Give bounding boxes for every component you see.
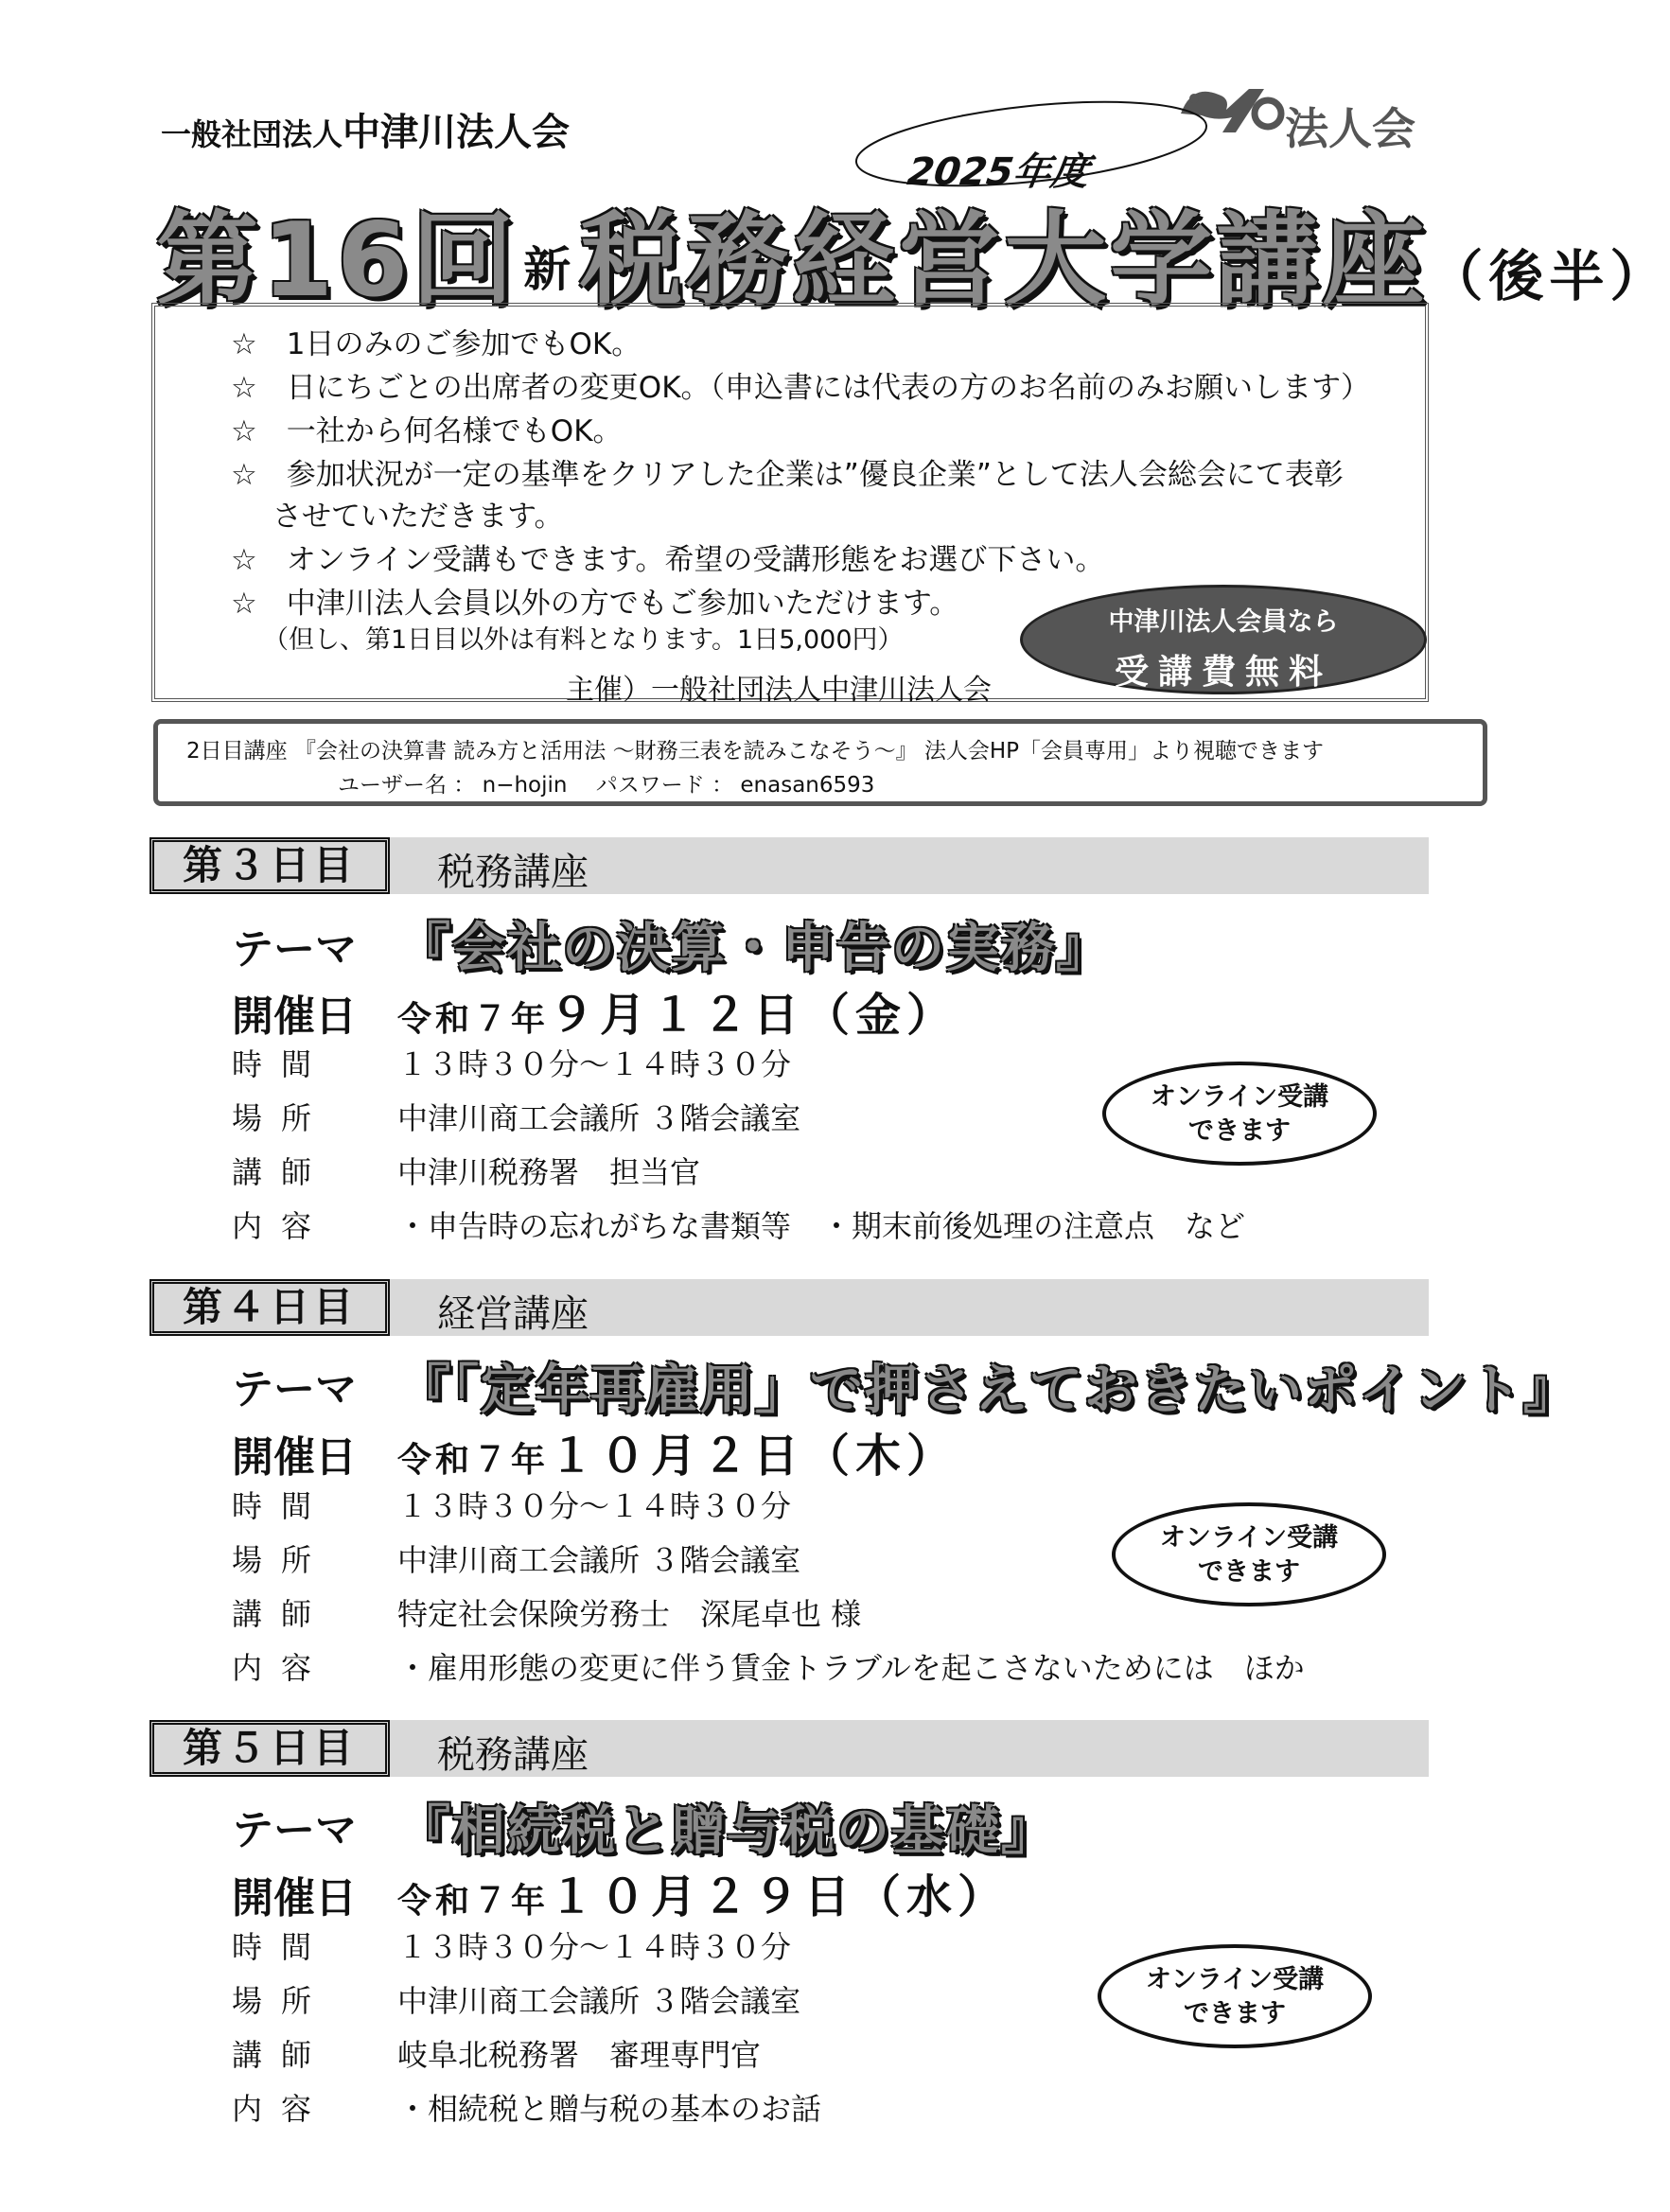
online-line2: できます [1188, 1116, 1291, 1146]
org-name: 中津川法人会 [343, 111, 571, 154]
day-place: 中津川商工会議所 ３階会議室 [397, 1100, 801, 1136]
theme-label: テーマ [232, 925, 357, 974]
day-tag: 第５日目 [149, 1720, 390, 1777]
day-tag: 第３日目 [149, 837, 390, 894]
day-date [397, 1419, 958, 1484]
organization-name [161, 102, 570, 156]
video-info-box [153, 719, 1487, 806]
online-badge [1098, 1944, 1372, 2048]
lecturer-label: 講師 [232, 1154, 331, 1190]
day-lecturer: 特定社会保険労務士 深尾卓也 様 [397, 1596, 862, 1632]
org-prefix: 一般社団法人 [161, 116, 343, 152]
theme-label: テーマ [232, 1365, 357, 1413]
date-prefix: 令和７年 [397, 1441, 550, 1480]
time-label: 時間 [232, 1046, 331, 1082]
theme-label: テーマ [232, 1806, 357, 1854]
notice-line: ☆ 1日のみのご参加でもOK。 [231, 327, 642, 361]
day-time: １３時３０分～１４時３０分 [397, 1488, 792, 1524]
lecturer-label: 講師 [232, 1596, 331, 1632]
content-label: 内容 [232, 1650, 331, 1686]
day-place: 中津川商工会議所 ３階会議室 [397, 1542, 801, 1578]
day-time: １３時３０分～１４時３０分 [397, 1929, 792, 1965]
day-date [397, 978, 958, 1044]
notice-line: ☆ 一社から何名様でもOK。 [231, 414, 623, 448]
day-tag: 第４日目 [149, 1279, 390, 1336]
date-prefix: 令和７年 [397, 1882, 550, 1921]
logo-text: 法人会 [1285, 103, 1415, 154]
place-label: 場所 [232, 1542, 331, 1578]
day-place: 中津川商工会議所 ３階会議室 [397, 1983, 801, 2019]
host-text: 主催）一般社団法人中津川法人会 [566, 674, 992, 707]
fiscal-year: 2025年度 [905, 150, 1093, 194]
day-theme: 『会社の決算・申告の実務』 [397, 918, 1111, 979]
notice-line: （但し、第1日目以外は有料となります。1日5,000円） [263, 625, 904, 655]
title-course: 税務経営大学講座 [580, 202, 1429, 320]
content-label: 内容 [232, 2091, 331, 2127]
title-main: 第16回 [156, 202, 519, 320]
video-info-line1: 2日目講座 『会社の決算書 読み方と活用法 ～財務三表を読みこなそう～』 法人会HP「会員専用」より視聴できます [186, 739, 1325, 764]
free-badge-line1: 中津川法人会員なら [1108, 607, 1339, 637]
notice-line: ☆ 中津川法人会員以外の方でもご参加いただけます。 [231, 587, 959, 621]
free-badge [1020, 585, 1427, 694]
date-label: 開催日 [232, 1874, 357, 1922]
date-value: １０月２日（木） [549, 1430, 958, 1483]
day-lecturer: 中津川税務署 担当官 [397, 1154, 701, 1190]
lecturer-label: 講師 [232, 2037, 331, 2073]
online-line2: できます [1184, 1999, 1286, 2028]
online-line1: オンライン受講 [1145, 1965, 1325, 1994]
date-value: ９月１２日（金） [549, 989, 958, 1042]
date-label: 開催日 [232, 992, 357, 1041]
online-badge [1102, 1062, 1377, 1166]
notice-line: ☆ 参加状況が一定の基準をクリアした企業は”優良企業”として法人会総会にて表彰 [231, 458, 1344, 492]
video-credentials: ユーザー名 ： n−hojin パスワード ： enasan6593 [338, 773, 875, 798]
day-content: ・雇用形態の変更に伴う賃金トラブルを起こさないためには ほか [397, 1650, 1305, 1686]
day-theme: 『相続税と贈与税の基礎』 [397, 1800, 1056, 1862]
place-label: 場所 [232, 1100, 331, 1136]
day-theme: 『「定年再雇用」で押さえておきたいポイント』 [397, 1360, 1578, 1421]
time-label: 時間 [232, 1929, 331, 1965]
day-content: ・相続税と贈与税の基本のお話 [397, 2091, 822, 2127]
day-content: ・申告時の忘れがちな書類等 ・期末前後処理の注意点 など [397, 1208, 1246, 1244]
day-date [397, 1860, 1009, 1925]
title-shin: 新 [523, 242, 575, 297]
day-time: １３時３０分～１４時３０分 [397, 1046, 792, 1082]
date-value: １０月２９日（水） [549, 1870, 1010, 1923]
day-lecturer: 岐阜北税務署 審理専門官 [397, 2037, 762, 2073]
notice-line: させていただきます。 [272, 500, 564, 534]
online-badge [1112, 1502, 1386, 1606]
day-category: 経営講座 [437, 1292, 589, 1336]
title-half: （後半） [1428, 244, 1670, 308]
day-category: 税務講座 [437, 1733, 589, 1777]
notice-line: ☆ オンライン受講もできます。希望の受講形態をお選び下さい。 [231, 543, 1105, 577]
day-category: 税務講座 [437, 851, 589, 894]
free-badge-line2: 受講費無料 [1114, 653, 1332, 692]
place-label: 場所 [232, 1983, 331, 2019]
time-label: 時間 [232, 1488, 331, 1524]
online-line1: オンライン受講 [1159, 1523, 1339, 1553]
notice-line: ☆ 日にちごとの出席者の変更OK。（申込書には代表の方のお名前のみお願いします） [231, 371, 1371, 405]
online-line2: できます [1198, 1557, 1300, 1587]
date-label: 開催日 [232, 1433, 357, 1482]
logo [1173, 76, 1429, 154]
online-line1: オンライン受講 [1150, 1082, 1329, 1112]
date-prefix: 令和７年 [397, 1000, 550, 1039]
content-label: 内容 [232, 1208, 331, 1244]
